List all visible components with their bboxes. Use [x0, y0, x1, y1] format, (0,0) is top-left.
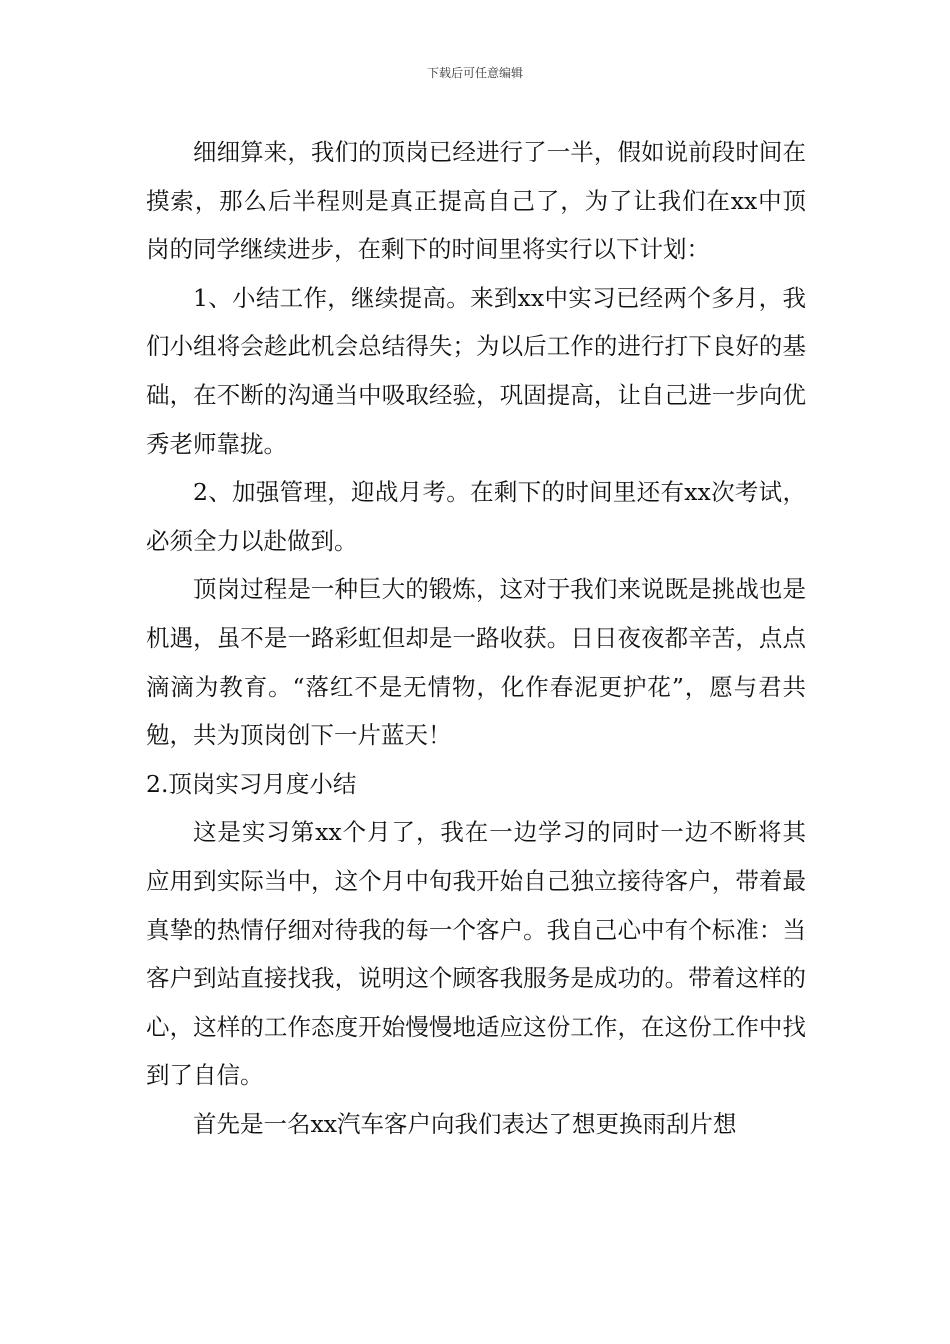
paragraph-plan-item-2: 2、加强管理，迎战月考。在剩下的时间里还有xx次考试，必须全力以赴做到。 — [146, 478, 806, 555]
paragraph-closing: 顶岗过程是一种巨大的锻炼，这对于我们来说既是挑战也是机遇，虽不是一路彩虹但却是一路收获。日日夜夜都辛苦，点点滴滴为教育。“落红不是无情物，化作春泥更护花”，愿与君共勉，共为顶岗创下一片蓝天！ — [146, 575, 806, 750]
paragraph-monthly-summary: 这是实习第xx个月了，我在一边学习的同时一边不断将其应用到实际当中，这个月中旬我开始自己独立接待客户，带着最真挚的热情仔细对待我的每一个客户。我自己心中有个标准：当客户到站直接找我，说明这个顾客我服务是成功的。带着这样的心，这样的工作态度开始慢慢地适应这份工作，在这份工作中找到了自信。 — [146, 818, 806, 1090]
paragraph-plan-intro: 细细算来，我们的顶岗已经进行了一半，假如说前段时间在摸索，那么后半程则是真正提高自己了，为了让我们在xx中顶岗的同学继续进步，在剩下的时间里将实行以下计划： — [146, 138, 806, 264]
paragraph-plan-item-1: 1、小结工作，继续提高。来到xx中实习已经两个多月，我们小组将会趁此机会总结得失；为以后工作的进行打下良好的基础，在不断的沟通当中吸取经验，巩固提高，让自己进一步向优秀老师靠拢。 — [146, 283, 806, 458]
document-body — [146, 128, 806, 1148]
section-heading: 2.顶岗实习月度小结 — [146, 769, 357, 798]
paragraph-first-case: 首先是一名xx汽车客户向我们表达了想更换雨刮片想 — [193, 1109, 737, 1138]
page-header-note: 下载后可任意编辑 — [426, 66, 523, 80]
